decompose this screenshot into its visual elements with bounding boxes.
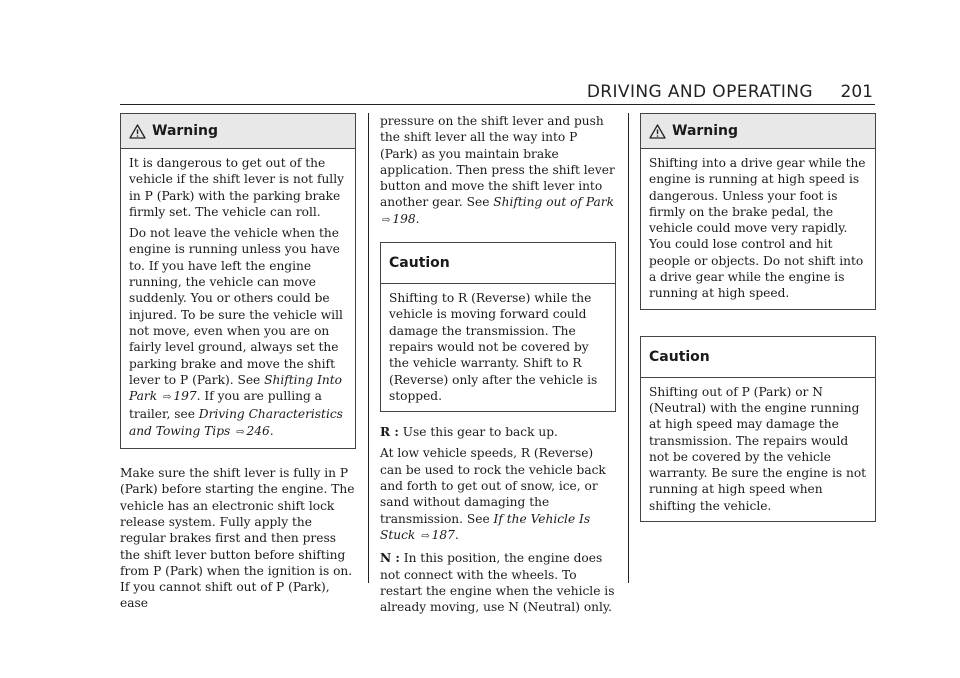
warning-title: Warning — [672, 123, 739, 139]
caution-header — [381, 243, 615, 284]
warning-paragraph: Shifting into a drive gear while the engine is running at high speed is dangerous. Unless your foot is firmly on the brake pedal, the vehicle could move very rapidly. You could lose control and hit people or objects. Do not shift into a drive gear while the engine is running at high speed. — [649, 156, 866, 301]
warning-triangle-icon — [129, 124, 146, 139]
caution-title: Caution — [389, 255, 450, 272]
warning-title: Warning — [152, 123, 219, 139]
spacer — [640, 310, 876, 336]
page-reference[interactable]: 187 — [431, 527, 455, 542]
spacer — [380, 412, 616, 424]
caution-paragraph: Shifting out of P (Park) or N (Neutral) with the engine running at high speed may damage the transmission. The repairs would not be covered by the vehicle warranty. Be sure the engine is not running at high speed when shifting the vehicle. — [649, 384, 867, 513]
column-2 — [380, 113, 616, 620]
warning-text: . — [269, 423, 274, 438]
caution-box — [640, 336, 876, 522]
body-paragraph: Make sure the shift lever is fully in P (Park) before starting the engine. The vehicle has an electronic shift lock release system. Fully apply the regular brakes first and then press the shift lever button before shifting from P (Park) when the ignition is on. If you cannot shift out of P (Park), ease — [120, 466, 355, 611]
column-divider — [628, 113, 629, 583]
body-text: Use this gear to back up. — [402, 425, 558, 440]
caution-title: Caution — [649, 348, 710, 365]
page-reference-arrow-icon: ⇨ — [163, 392, 172, 404]
column-1 — [120, 113, 356, 617]
warning-paragraph — [129, 225, 347, 441]
body-text: . — [454, 527, 459, 542]
caution-header — [641, 337, 875, 378]
cross-reference-link[interactable]: Shifting out of Park — [493, 195, 615, 210]
body-paragraph — [380, 445, 616, 545]
gear-r-paragraph — [380, 424, 616, 440]
gear-term: R : — [380, 425, 399, 440]
caution-box — [380, 242, 616, 412]
body-paragraph — [380, 113, 616, 229]
page-number: 201 — [840, 82, 873, 102]
warning-body — [121, 149, 355, 448]
body-text: In this position, the engine does not connect with the wheels. To restart the engine when the vehicle is already moving, use N (Neutral) only. — [380, 551, 615, 615]
page-reference-arrow-icon: ⇨ — [421, 530, 430, 542]
cross-reference-link[interactable]: Shifting Into Park — [129, 372, 342, 404]
page-reference-arrow-icon: ⇨ — [382, 214, 391, 226]
page-reference-arrow-icon: ⇨ — [236, 426, 245, 438]
body-text: pressure on the shift lever and push the shift lever all the way into P (Park) as you maintain brake application. Then press the shift lever button and move the shift lever into another gear. See — [380, 114, 615, 210]
body-text: . — [415, 211, 420, 226]
cross-reference-link[interactable]: Driving Characteristics and Towing Tips — [129, 407, 343, 438]
page-reference[interactable]: 246 — [246, 423, 270, 438]
warning-header — [641, 114, 875, 149]
body-text: At low vehicle speeds, R (Reverse) can be used to rock the vehicle back and forth to get out of snow, ice, or sand without damaging the transmission. See — [380, 446, 606, 526]
section-title: DRIVING AND OPERATING — [586, 82, 813, 102]
warning-box — [640, 113, 876, 310]
spacer — [120, 449, 356, 465]
warning-header — [121, 114, 355, 149]
caution-paragraph: Shifting to R (Reverse) while the vehicle is moving forward could damage the transmission. The repairs would not be covered by the vehicle warranty. Shift to R (Reverse) only after the vehicle is stopped. — [389, 291, 598, 403]
page-reference[interactable]: 198 — [392, 211, 416, 226]
warning-body — [641, 149, 875, 309]
cross-reference-link[interactable]: If the Vehicle Is Stuck — [380, 511, 591, 542]
spacer — [380, 234, 616, 242]
warning-paragraph: It is dangerous to get out of the vehicle if the shift lever is not fully in P (Park) with the parking brake firmly set. The vehicle can roll. — [129, 156, 344, 219]
page-reference[interactable]: 197 — [173, 389, 197, 404]
page-header — [120, 82, 875, 105]
warning-text: Do not leave the vehicle when the engine is running unless you have to. If you have left the engine running, the vehicle can move suddenly. You or others could be injured. To be sure the vehicle will not move, even when you are on fairly level ground, always set the parking brake and move the shift lever to P (Park). See — [129, 226, 343, 387]
warning-box — [120, 113, 356, 449]
gear-n-paragraph — [380, 550, 616, 615]
caution-body — [641, 378, 875, 521]
column-divider — [368, 113, 369, 583]
column-3 — [640, 113, 876, 522]
warning-triangle-icon — [649, 124, 666, 139]
caution-body — [381, 284, 615, 411]
gear-term: N : — [380, 551, 400, 566]
warning-text: . If you are pulling a trailer, see — [129, 389, 322, 422]
